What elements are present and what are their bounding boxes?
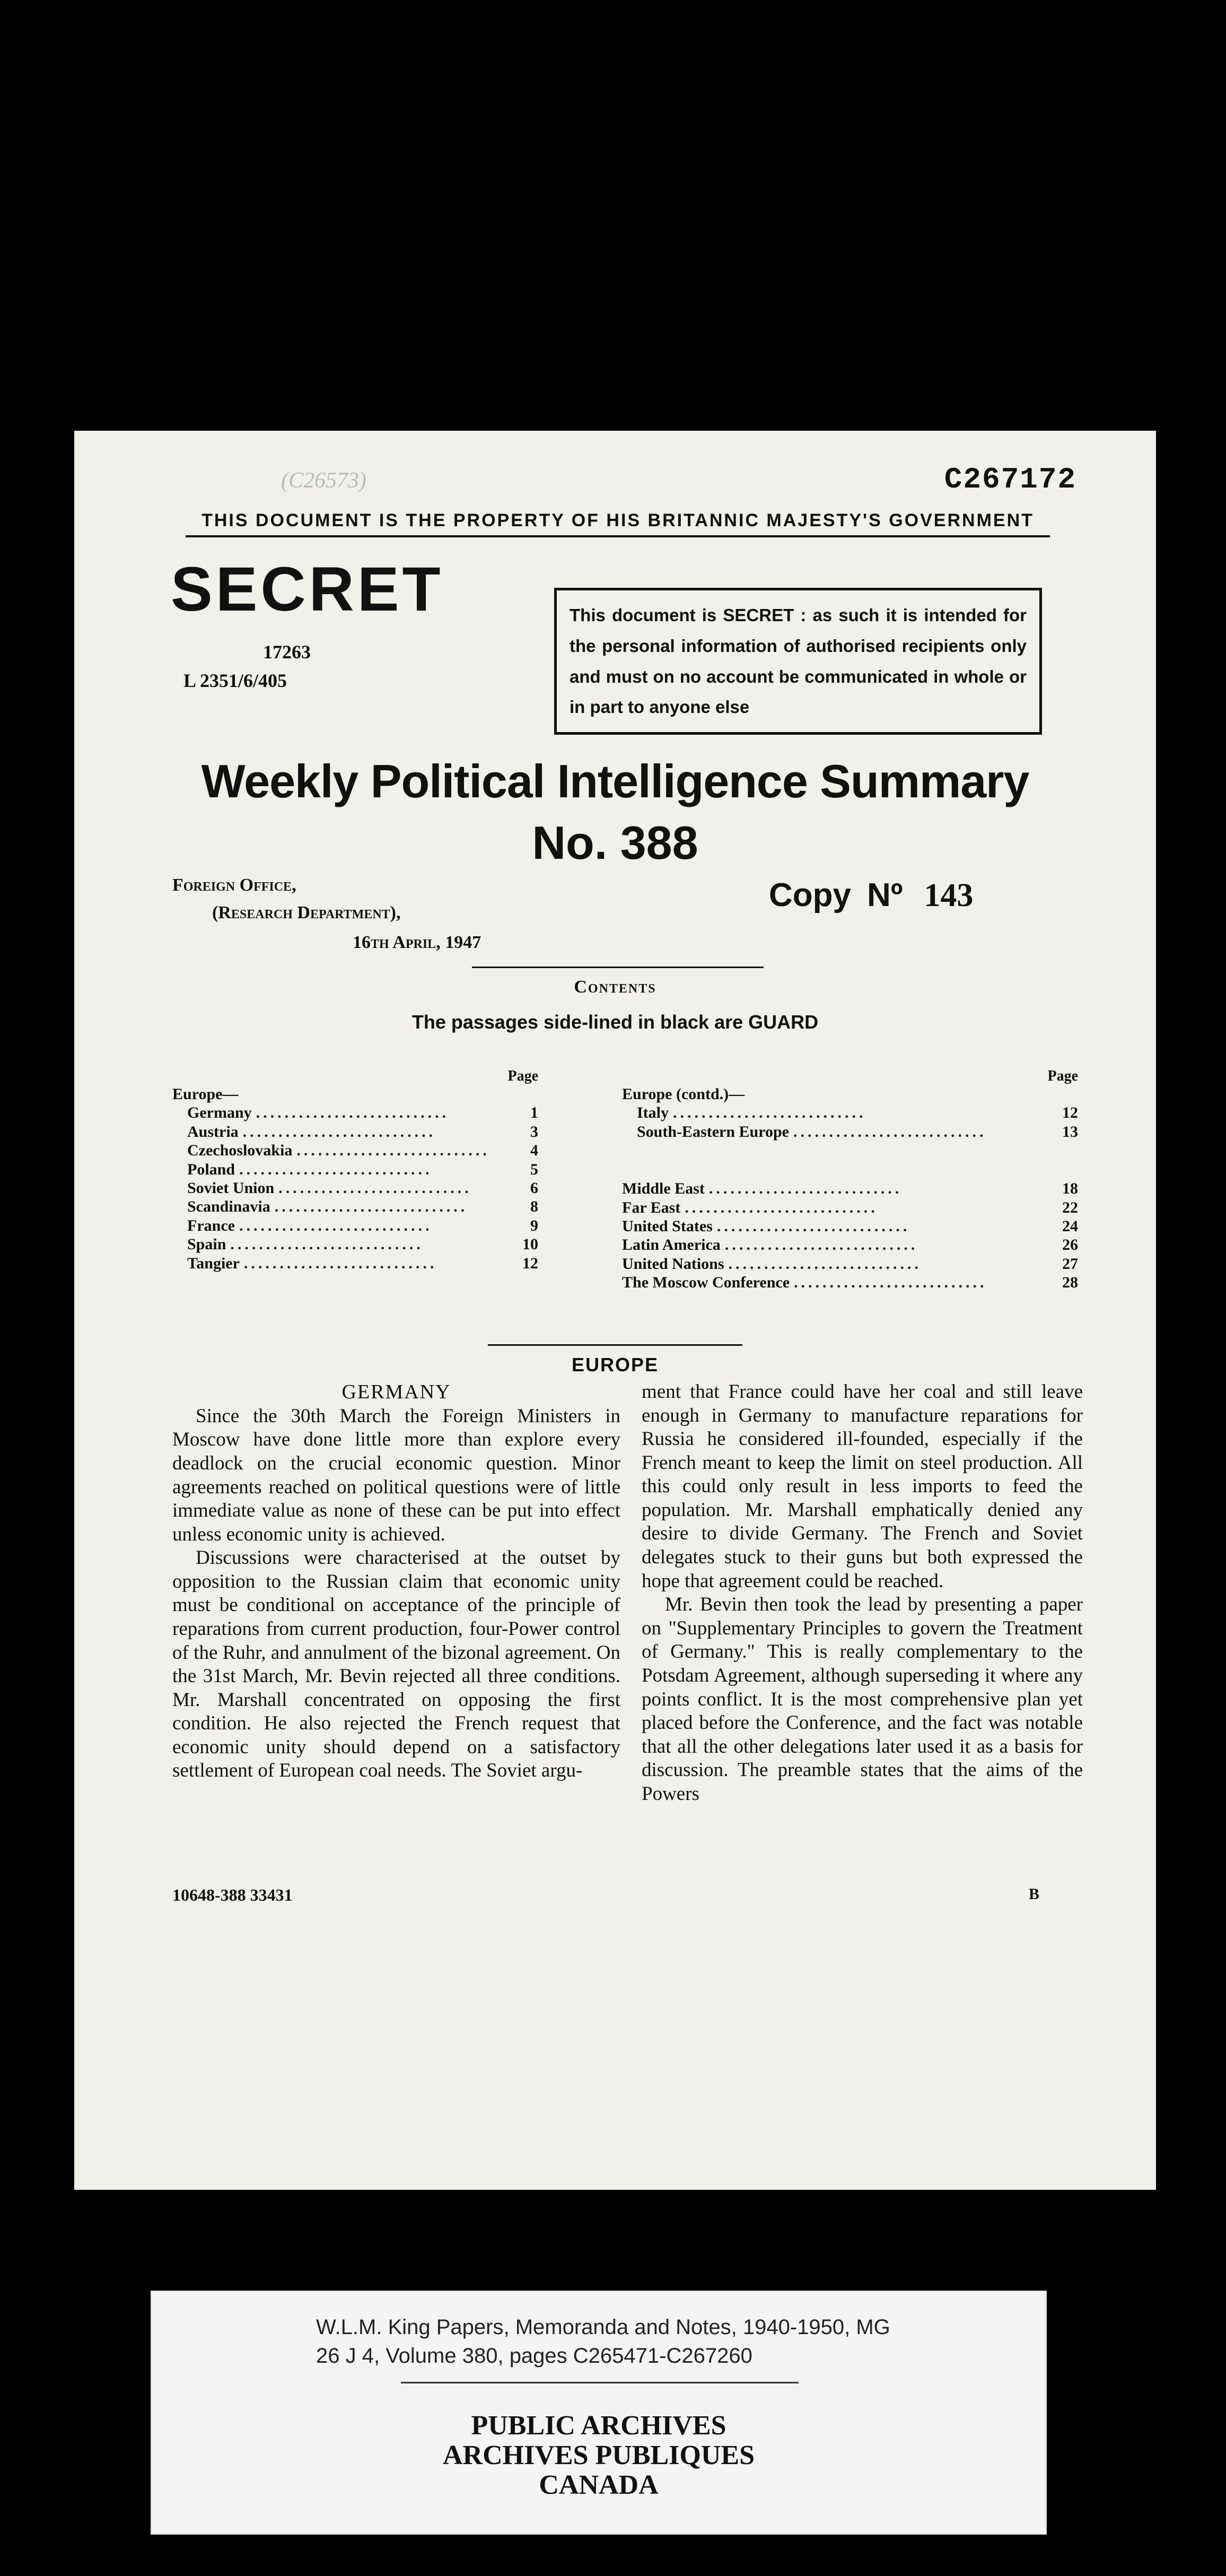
document-page — [74, 431, 1156, 2190]
toc-entry: United Nations ........................... 27 — [622, 1255, 1078, 1273]
paragraph: Discussions were characterised at the outset by opposition to the Russian claim that economic unity must be conditional on acceptance of the principle of reparations from current production, four-Power control of the Ruhr, and annulment of the bizonal agreement. On the 31st March, Mr. Bevin rejected all three conditions. Mr. Marshall concentrated on opposing the first condition. He also rejected the French request that economic unity should depend on a satisfactory settlement of European coal needs. The Soviet argu- — [172, 1547, 620, 1782]
toc-entry: Italy ........................... 12 — [637, 1104, 1078, 1122]
paragraph: Mr. Bevin then took the lead by presenting a paper on "Supplementary Principles to govern the Treatment of Germany." This is really complementary to the Potsdam Agreement, although superseding it where any points conflict. It is the most comprehensive plan yet placed before the Conference, and the fact was notable that all the other delegations later used it as a basis for discussion. The preamble states that the aims of the Powers — [642, 1594, 1083, 1805]
toc-entry: United States ........................... 24 — [622, 1217, 1078, 1235]
office-line-2: (Research Department), — [212, 903, 401, 923]
toc-entry: Poland ........................... 5 — [187, 1160, 538, 1178]
toc-entry: South-Eastern Europe ........................... 13 — [637, 1122, 1078, 1141]
toc-entry: Spain ........................... 10 — [187, 1235, 538, 1254]
secret-notice-box: This document is SECRET : as such it is intended for the personal information of authorised recipients only and must on no account be communicated in whole or in part to anyone else — [554, 588, 1042, 735]
copy-number — [769, 876, 973, 915]
signature-mark: B — [1028, 1885, 1039, 1903]
divider — [488, 1344, 742, 1346]
office-line-1: Foreign Office, — [172, 875, 296, 895]
contents-list-left — [172, 1067, 538, 1273]
document-title: Weekly Political Intelligence Summary — [201, 755, 1029, 807]
toc-entry: France ........................... 9 — [187, 1216, 538, 1234]
archive-name — [152, 2411, 1046, 2500]
ref-number-2: L 2351/6/405 — [183, 670, 287, 691]
page-column-header: Page — [1047, 1068, 1078, 1084]
document-number: No. 388 — [532, 816, 698, 869]
subsection-heading: GERMANY — [341, 1381, 451, 1403]
classification-secret: SECRET — [171, 554, 444, 624]
toc-entry: Germany ........................... 1 — [187, 1104, 538, 1122]
paragraph: Since the 30th March the Foreign Ministers in Moscow have done little more than explore every deadlock on the crucial economic question. Minor agreements reached on political questions were of little immediate value as none of these can be put into effect unless economic unity is achieved. — [172, 1405, 620, 1545]
archive-stamp-number: C267172 — [944, 463, 1076, 497]
print-reference: 10648-388 33431 — [172, 1885, 293, 1904]
paragraph: ment that France could have her coal and still leave enough in Germany to manufacture reparations for Russia he considered ill-founded, especially if the French meant to keep the limit on steel production. All this could only result in less imports to feed the population. Mr. Marshall emphatically denied any desire to divide Germany. The French and Soviet delegates stuck to their guns but both expressed the hope that agreement could be reached. — [642, 1381, 1083, 1592]
body-column-right — [642, 1380, 1083, 1806]
toc-entry: Latin America ........................... 26 — [622, 1236, 1078, 1254]
ref-number-1: 17263 — [263, 641, 311, 663]
reference-numbers — [183, 638, 311, 695]
toc-entry: Czechoslovakia ........................... 4 — [187, 1142, 538, 1160]
archive-reference: W.L.M. King Papers, Memoranda and Notes, 1940-1950, MG 26 J 4, Volume 380, pages C265471-C267260 — [316, 2316, 890, 2368]
copy-value: 143 — [924, 877, 974, 913]
body-column-left — [172, 1380, 620, 1783]
toc-entry: Tangier ........................... 12 — [187, 1254, 538, 1272]
copy-no-label: Nº — [867, 877, 903, 913]
toc-entry: Europe (contd.)— — [622, 1085, 745, 1103]
archive-label — [151, 2291, 1047, 2535]
toc-entry: The Moscow Conference ........................... 28 — [622, 1274, 1078, 1292]
archive-name-line: CANADA — [539, 2470, 659, 2501]
divider — [401, 2382, 799, 2383]
toc-entry: Scandinavia ........................... 8 — [187, 1198, 538, 1216]
divider — [472, 967, 764, 968]
contents-heading: Contents — [574, 977, 656, 997]
ghost-stamp: (C26573) — [281, 468, 366, 493]
document-date: 16th April, 1947 — [353, 933, 481, 952]
page-column-header: Page — [507, 1068, 538, 1084]
section-heading: EUROPE — [571, 1354, 659, 1376]
contents-list-right — [622, 1067, 1078, 1292]
toc-entry: Europe— — [172, 1085, 239, 1103]
archive-name-line: ARCHIVES PUBLIQUES — [442, 2440, 755, 2471]
toc-entry: Far East ........................... 22 — [622, 1198, 1078, 1216]
archive-name-line: PUBLIC ARCHIVES — [471, 2410, 726, 2441]
copy-label: Copy — [769, 877, 851, 913]
property-notice: THIS DOCUMENT IS THE PROPERTY OF HIS BRITANNIC MAJESTY'S GOVERNMENT — [186, 510, 1050, 537]
toc-entry: Austria ........................... 3 — [187, 1122, 538, 1141]
toc-entry: Middle East ........................... 18 — [622, 1180, 1078, 1198]
guard-note: The passages side-lined in black are GUARD — [411, 1011, 819, 1033]
toc-entry: Soviet Union ........................... 6 — [187, 1179, 538, 1197]
